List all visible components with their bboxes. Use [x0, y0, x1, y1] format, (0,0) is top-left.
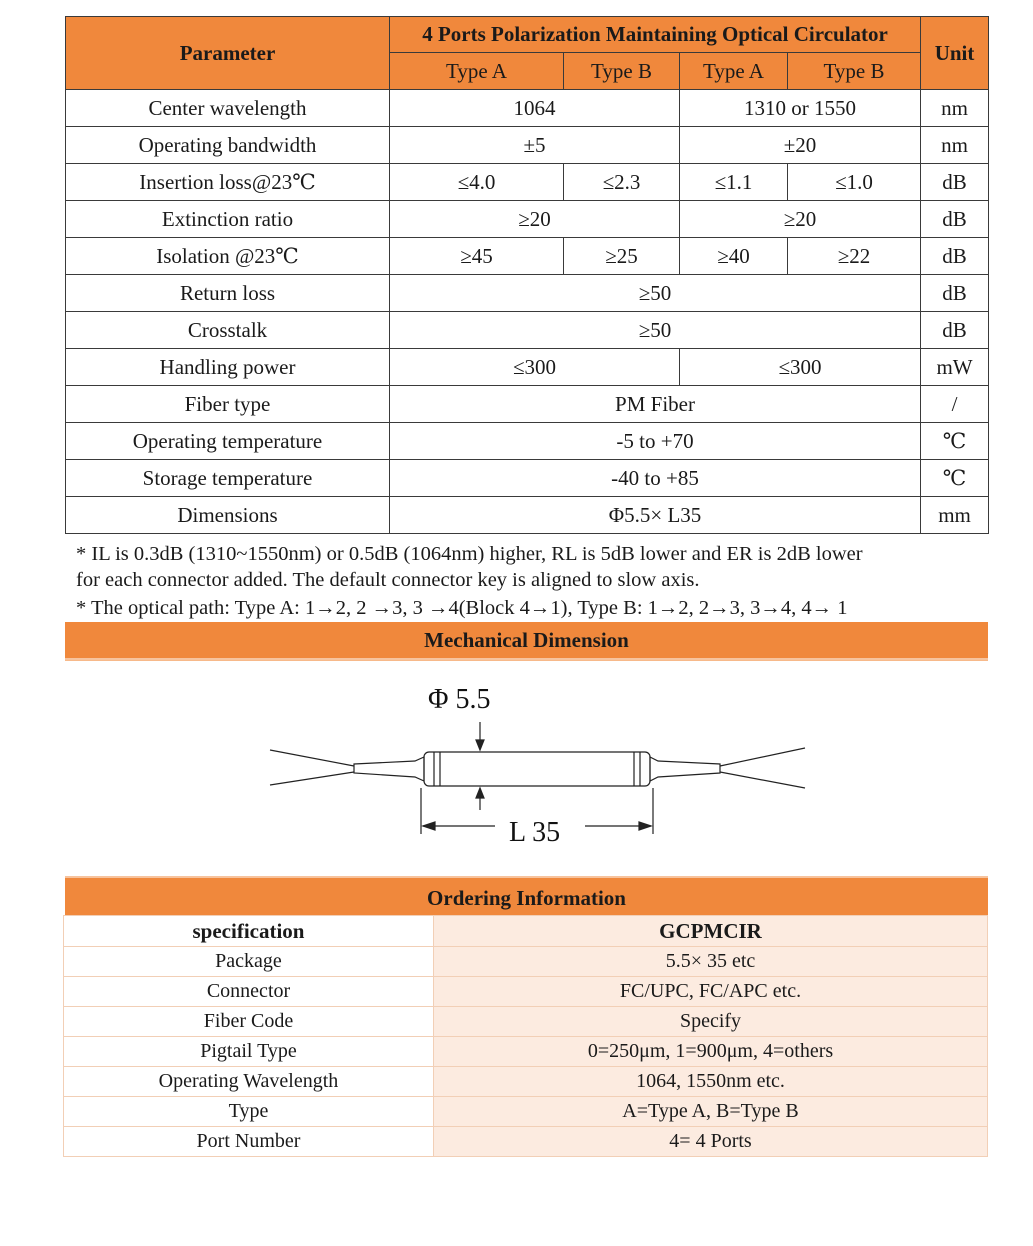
fiber-right-upper: [720, 748, 805, 766]
ordering-key: Fiber Code: [64, 1007, 434, 1037]
ordering-header-row: [64, 916, 988, 947]
value-all: -40 to +85: [390, 460, 921, 497]
value-type-a-1: ≥45: [390, 238, 564, 275]
ordering-key: Connector: [64, 977, 434, 1007]
ordering-information-title: Ordering Information: [65, 876, 988, 915]
unit: dB: [921, 164, 989, 201]
header-parameter: Parameter: [66, 17, 390, 90]
row-extinction-ratio: [66, 201, 989, 238]
value-1310: 1310 or 1550: [680, 90, 921, 127]
header-unit: Unit: [921, 17, 989, 90]
param-label: Handling power: [66, 349, 390, 386]
row-operating-bandwidth: [66, 127, 989, 164]
value-type-b-2: ≥22: [788, 238, 921, 275]
row-dimensions: [66, 497, 989, 534]
ordering-value: A=Type A, B=Type B: [434, 1097, 988, 1127]
body-tube: [424, 752, 650, 786]
value-1064: ≤300: [390, 349, 680, 386]
value-all: ≥50: [390, 312, 921, 349]
unit: /: [921, 386, 989, 423]
ordering-row: [64, 1037, 988, 1067]
value-type-b-2: ≤1.0: [788, 164, 921, 201]
value-1310: ≥20: [680, 201, 921, 238]
param-label: Storage temperature: [66, 460, 390, 497]
mechanical-dimension-title: Mechanical Dimension: [65, 622, 988, 660]
row-center-wavelength: [66, 90, 989, 127]
ordering-table: [63, 915, 988, 1157]
unit: dB: [921, 312, 989, 349]
unit: mm: [921, 497, 989, 534]
ordering-key: specification: [64, 916, 434, 947]
row-fiber-type: [66, 386, 989, 423]
row-handling-power: [66, 349, 989, 386]
param-label: Dimensions: [66, 497, 390, 534]
ordering-key: Type: [64, 1097, 434, 1127]
row-storage-temperature: [66, 460, 989, 497]
unit: ℃: [921, 423, 989, 460]
note-connector: for each connector added. The default connector key is aligned to slow axis.: [76, 569, 700, 591]
value-type-a-1: ≤4.0: [390, 164, 564, 201]
value-1064: 1064: [390, 90, 680, 127]
ordering-value: GCPMCIR: [434, 916, 988, 947]
ordering-row: [64, 977, 988, 1007]
value-all: ≥50: [390, 275, 921, 312]
row-return-loss: [66, 275, 989, 312]
value-all: Φ5.5× L35: [390, 497, 921, 534]
unit: nm: [921, 127, 989, 164]
unit: dB: [921, 275, 989, 312]
value-1310: ±20: [680, 127, 921, 164]
header-type-a-1: Type A: [390, 53, 564, 90]
unit: dB: [921, 201, 989, 238]
ordering-key: Pigtail Type: [64, 1037, 434, 1067]
ordering-key: Operating Wavelength: [64, 1067, 434, 1097]
boot-right: [650, 757, 720, 781]
note-insertion-loss: * IL is 0.3dB (1310~1550nm) or 0.5dB (1064nm) higher, RL is 5dB lower and ER is 2dB lower: [76, 543, 863, 565]
header-type-a-2: Type A: [680, 53, 788, 90]
unit: ℃: [921, 460, 989, 497]
param-label: Isolation @23℃: [66, 238, 390, 275]
ordering-value: 4= 4 Ports: [434, 1127, 988, 1157]
row-isolation: [66, 238, 989, 275]
value-1310: ≤300: [680, 349, 921, 386]
ordering-value: 1064, 1550nm etc.: [434, 1067, 988, 1097]
ordering-key: Package: [64, 947, 434, 977]
boot-left: [354, 757, 424, 781]
ordering-row: [64, 1097, 988, 1127]
ordering-row: [64, 1067, 988, 1097]
param-label: Operating bandwidth: [66, 127, 390, 164]
fiber-left-upper: [270, 750, 354, 766]
ordering-row: [64, 1127, 988, 1157]
fiber-right-lower: [720, 772, 805, 788]
ordering-value: Specify: [434, 1007, 988, 1037]
param-label: Extinction ratio: [66, 201, 390, 238]
circulator-drawing: [260, 660, 820, 850]
ordering-value: 5.5× 35 etc: [434, 947, 988, 977]
header-product-title: 4 Ports Polarization Maintaining Optical Circulator: [390, 17, 921, 53]
spec-table: [65, 16, 989, 534]
length-label: L 35: [509, 817, 561, 848]
param-label: Center wavelength: [66, 90, 390, 127]
value-type-b-1: ≤2.3: [564, 164, 680, 201]
value-all: -5 to +70: [390, 423, 921, 460]
fiber-left-lower: [270, 772, 354, 785]
row-operating-temperature: [66, 423, 989, 460]
ordering-value: FC/UPC, FC/APC etc.: [434, 977, 988, 1007]
header-type-b-2: Type B: [788, 53, 921, 90]
ordering-row: [64, 947, 988, 977]
param-label: Operating temperature: [66, 423, 390, 460]
param-label: Fiber type: [66, 386, 390, 423]
unit: mW: [921, 349, 989, 386]
param-label: Crosstalk: [66, 312, 390, 349]
value-1064: ≥20: [390, 201, 680, 238]
ordering-value: 0=250μm, 1=900μm, 4=others: [434, 1037, 988, 1067]
value-all: PM Fiber: [390, 386, 921, 423]
header-type-b-1: Type B: [564, 53, 680, 90]
value-type-b-1: ≥25: [564, 238, 680, 275]
unit: nm: [921, 90, 989, 127]
row-crosstalk: [66, 312, 989, 349]
value-type-a-2: ≥40: [680, 238, 788, 275]
unit: dB: [921, 238, 989, 275]
value-1064: ±5: [390, 127, 680, 164]
ordering-key: Port Number: [64, 1127, 434, 1157]
ordering-row: [64, 1007, 988, 1037]
row-insertion-loss: [66, 164, 989, 201]
value-type-a-2: ≤1.1: [680, 164, 788, 201]
param-label: Insertion loss@23℃: [66, 164, 390, 201]
param-label: Return loss: [66, 275, 390, 312]
diameter-label: Φ 5.5: [428, 684, 491, 715]
note-optical-path: * The optical path: Type A: 1→2, 2 →3, 3 →4(Block 4→1), Type B: 1→2, 2→3, 3→4, 4→ 1: [76, 597, 848, 619]
